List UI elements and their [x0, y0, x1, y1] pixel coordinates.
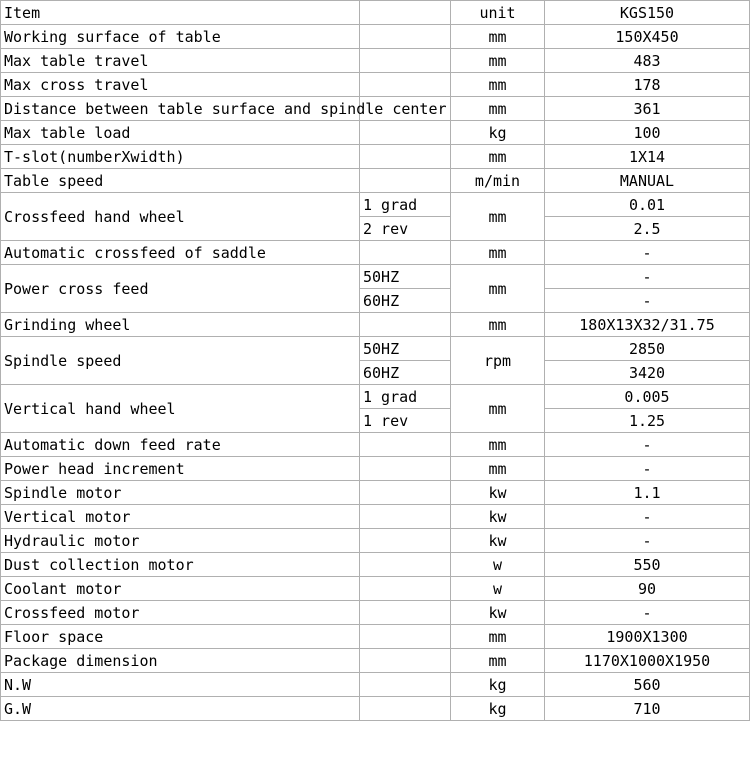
row-value: - — [545, 457, 750, 481]
row-value: - — [545, 505, 750, 529]
row-value: 483 — [545, 49, 750, 73]
row-value: 1X14 — [545, 145, 750, 169]
row-label: Spindle motor — [1, 481, 360, 505]
row-value: - — [545, 241, 750, 265]
row-value: - — [545, 289, 750, 313]
row-sub: 1 grad — [360, 193, 451, 217]
header-row — [1, 1, 750, 25]
row-unit: kw — [451, 529, 545, 553]
row-sub — [360, 577, 451, 601]
header-sub — [360, 1, 451, 25]
row-label: Max table travel — [1, 49, 360, 73]
table-row — [1, 337, 750, 361]
table-row — [1, 145, 750, 169]
row-sub — [360, 697, 451, 721]
row-label: N.W — [1, 673, 360, 697]
row-value: 560 — [545, 673, 750, 697]
row-label: Crossfeed hand wheel — [1, 193, 360, 241]
table-row — [1, 313, 750, 337]
row-sub: 50HZ — [360, 337, 451, 361]
row-label: Grinding wheel — [1, 313, 360, 337]
table-row — [1, 577, 750, 601]
row-sub: 50HZ — [360, 265, 451, 289]
table-row — [1, 193, 750, 217]
row-sub — [360, 673, 451, 697]
row-label: G.W — [1, 697, 360, 721]
table-row — [1, 385, 750, 409]
row-sub — [360, 25, 451, 49]
row-sub: 2 rev — [360, 217, 451, 241]
row-sub — [360, 241, 451, 265]
table-row — [1, 241, 750, 265]
table-row — [1, 97, 750, 121]
row-unit: mm — [451, 193, 545, 241]
row-sub: 1 rev — [360, 409, 451, 433]
row-sub — [360, 481, 451, 505]
table-row — [1, 505, 750, 529]
row-unit: mm — [451, 25, 545, 49]
row-sub: 1 grad — [360, 385, 451, 409]
row-unit: mm — [451, 145, 545, 169]
row-label: Crossfeed motor — [1, 601, 360, 625]
row-value: - — [545, 433, 750, 457]
table-row — [1, 433, 750, 457]
row-label: Table speed — [1, 169, 360, 193]
table-row — [1, 697, 750, 721]
row-sub — [360, 145, 451, 169]
row-sub — [360, 313, 451, 337]
table-row — [1, 457, 750, 481]
row-label: Max cross travel — [1, 73, 360, 97]
row-value: 1.1 — [545, 481, 750, 505]
row-value: 550 — [545, 553, 750, 577]
row-value: MANUAL — [545, 169, 750, 193]
row-unit: mm — [451, 73, 545, 97]
row-unit: mm — [451, 649, 545, 673]
table-row — [1, 625, 750, 649]
row-value: - — [545, 265, 750, 289]
row-label: Vertical motor — [1, 505, 360, 529]
row-label: Max table load — [1, 121, 360, 145]
row-unit: w — [451, 577, 545, 601]
row-sub: 60HZ — [360, 289, 451, 313]
table-row — [1, 73, 750, 97]
row-unit: kw — [451, 481, 545, 505]
row-unit: kg — [451, 121, 545, 145]
table-row — [1, 25, 750, 49]
row-label: Dust collection motor — [1, 553, 360, 577]
table-row — [1, 121, 750, 145]
row-unit: rpm — [451, 337, 545, 385]
row-label: Automatic down feed rate — [1, 433, 360, 457]
row-unit: kw — [451, 505, 545, 529]
row-sub — [360, 73, 451, 97]
row-unit: mm — [451, 625, 545, 649]
row-sub — [360, 121, 451, 145]
row-value: 710 — [545, 697, 750, 721]
row-unit: mm — [451, 313, 545, 337]
row-value: - — [545, 529, 750, 553]
table-row — [1, 49, 750, 73]
table-row — [1, 649, 750, 673]
table-row — [1, 169, 750, 193]
row-value: 1900X1300 — [545, 625, 750, 649]
row-sub — [360, 553, 451, 577]
row-label: Spindle speed — [1, 337, 360, 385]
row-sub — [360, 49, 451, 73]
row-sub — [360, 505, 451, 529]
row-unit: mm — [451, 385, 545, 433]
row-value: 1170X1000X1950 — [545, 649, 750, 673]
row-unit: mm — [451, 433, 545, 457]
header-item: Item — [1, 1, 360, 25]
row-unit: mm — [451, 49, 545, 73]
table-row — [1, 529, 750, 553]
row-value: 1.25 — [545, 409, 750, 433]
row-value: 150X450 — [545, 25, 750, 49]
table-row — [1, 601, 750, 625]
row-sub — [360, 433, 451, 457]
row-label: T-slot(numberXwidth) — [1, 145, 360, 169]
row-label: Coolant motor — [1, 577, 360, 601]
row-value: 361 — [545, 97, 750, 121]
table-row — [1, 553, 750, 577]
table-row — [1, 673, 750, 697]
row-value: 178 — [545, 73, 750, 97]
row-sub — [360, 169, 451, 193]
row-sub — [360, 625, 451, 649]
row-value: 0.01 — [545, 193, 750, 217]
row-sub — [360, 601, 451, 625]
row-unit: mm — [451, 457, 545, 481]
row-sub: 60HZ — [360, 361, 451, 385]
header-model: KGS150 — [545, 1, 750, 25]
table-row — [1, 265, 750, 289]
row-value: 2.5 — [545, 217, 750, 241]
row-label: Floor space — [1, 625, 360, 649]
row-unit: mm — [451, 265, 545, 313]
row-value: 90 — [545, 577, 750, 601]
row-label: Package dimension — [1, 649, 360, 673]
row-value: 180X13X32/31.75 — [545, 313, 750, 337]
row-label: Power head increment — [1, 457, 360, 481]
table-row — [1, 481, 750, 505]
row-unit: m/min — [451, 169, 545, 193]
row-sub — [360, 649, 451, 673]
row-value: - — [545, 601, 750, 625]
row-value: 2850 — [545, 337, 750, 361]
header-unit: unit — [451, 1, 545, 25]
row-unit: kg — [451, 697, 545, 721]
row-unit: w — [451, 553, 545, 577]
row-value: 100 — [545, 121, 750, 145]
row-unit: mm — [451, 97, 545, 121]
row-unit: mm — [451, 241, 545, 265]
row-sub — [360, 457, 451, 481]
row-label: Distance between table surface and spindle center — [1, 97, 360, 121]
row-label: Power cross feed — [1, 265, 360, 313]
row-unit: kw — [451, 601, 545, 625]
row-value: 3420 — [545, 361, 750, 385]
row-label: Vertical hand wheel — [1, 385, 360, 433]
row-sub — [360, 529, 451, 553]
row-label: Hydraulic motor — [1, 529, 360, 553]
row-label: Automatic crossfeed of saddle — [1, 241, 360, 265]
row-value: 0.005 — [545, 385, 750, 409]
row-unit: kg — [451, 673, 545, 697]
row-label: Working surface of table — [1, 25, 360, 49]
